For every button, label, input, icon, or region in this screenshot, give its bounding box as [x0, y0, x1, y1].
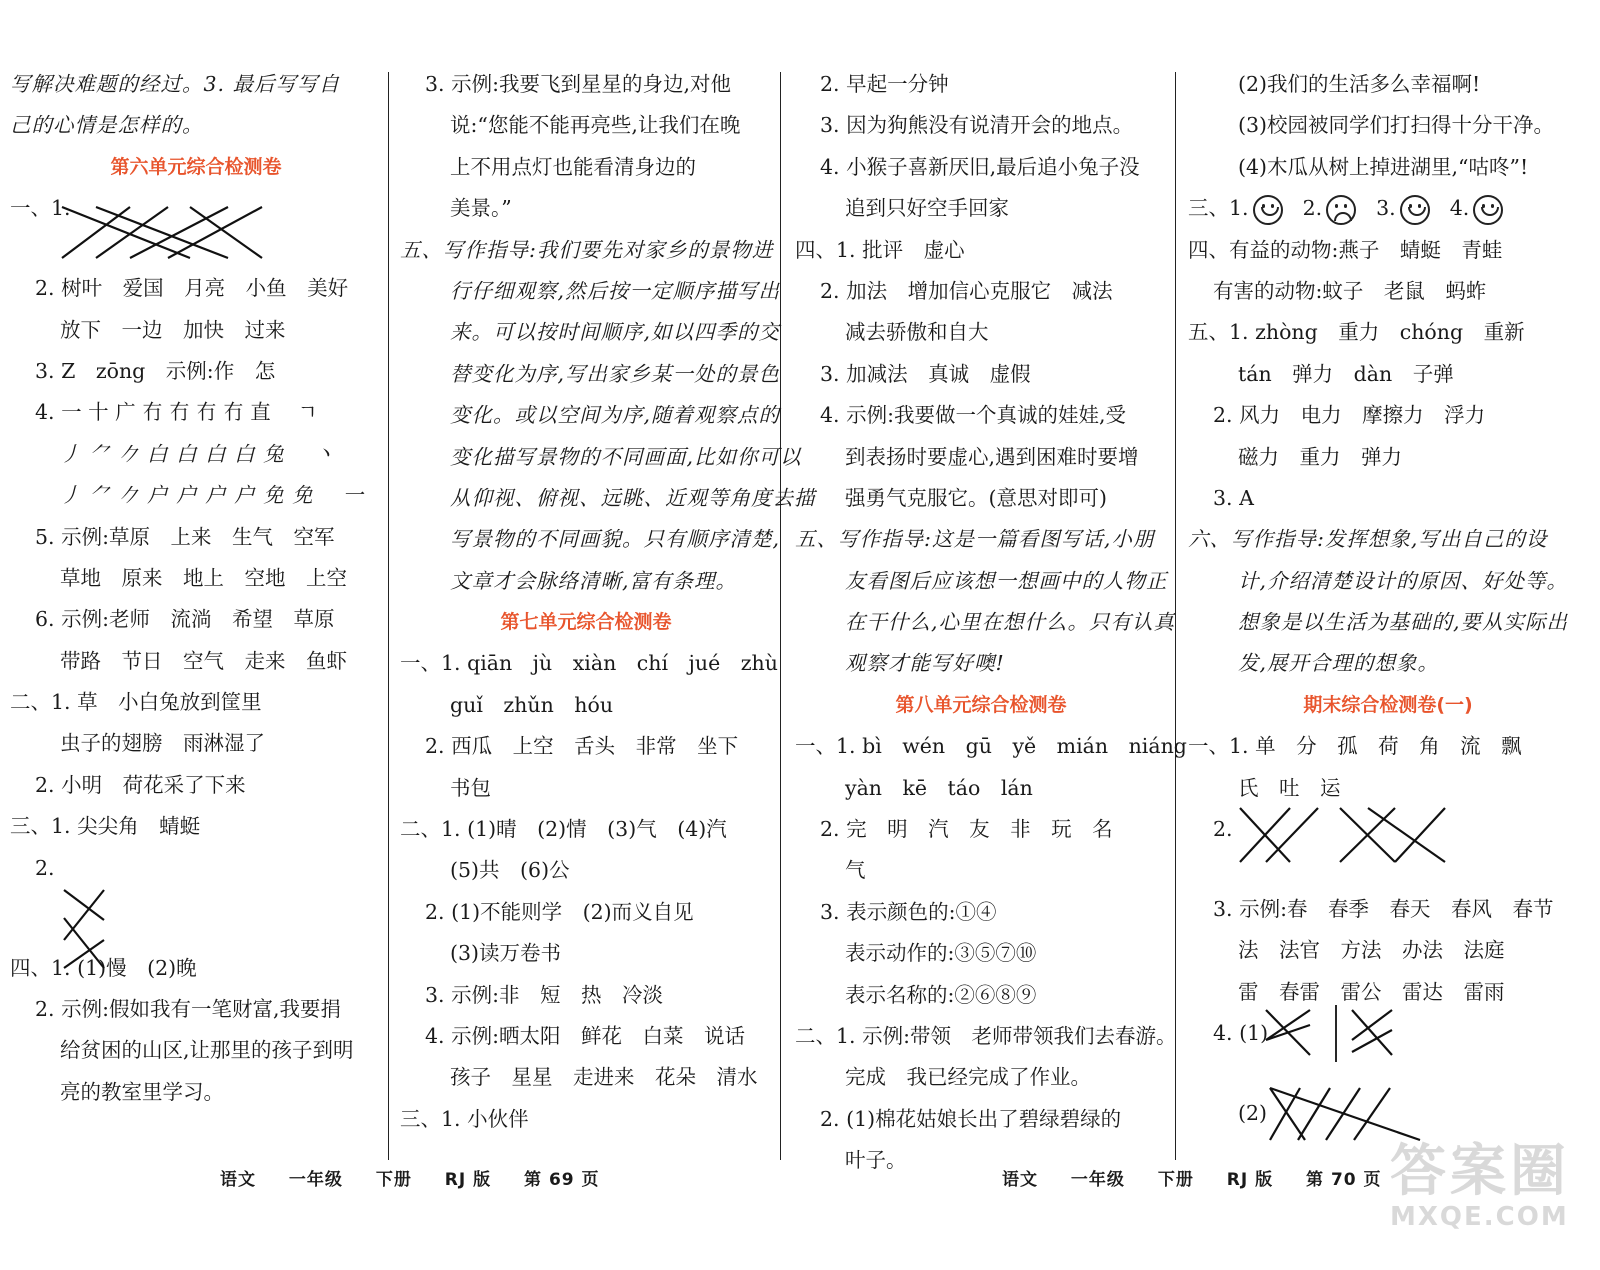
answer-text: 法 法官 方法 办法 法庭 — [1238, 938, 1505, 963]
face-label: 3. — [1376, 196, 1396, 221]
footer-page-number: 第 69 页 — [524, 1170, 600, 1190]
answer-text: 3. 示例:我要飞到星星的身边,对他 — [425, 72, 731, 96]
answer-text: 丿 ⺈ 𠂊 白 白 白 白 兔 丶 — [60, 441, 336, 466]
answer-text: 减去骄傲和自大 — [845, 320, 989, 345]
answer-text: 2. (1)棉花姑娘长出了碧绿碧绿的 — [820, 1106, 1122, 1131]
answer-text: 放下 一边 加快 过来 — [60, 317, 286, 342]
answer-text: 想象是以生活为基础的,要从实际出 — [1238, 610, 1569, 635]
answer-text: 来。可以按时间顺序,如以四季的交 — [450, 320, 781, 345]
answer-text: 2. 西瓜 上空 舌头 非常 坐下 — [425, 734, 739, 759]
answer-text: 气 — [845, 858, 866, 883]
answer-text: 行仔细观察,然后按一定顺序描写出 — [450, 278, 781, 303]
answer-text: yàn kē táo lán — [845, 775, 1033, 800]
answer-text: 5. 示例:草原 上来 生气 空军 — [35, 524, 335, 549]
answer-text: 五、写作指导:这是一篇看图写话,小朋 — [795, 527, 1155, 552]
answer-text: (4)木瓜从树上掉进湖里,“咕咚”! — [1238, 154, 1529, 179]
answer-text: 3. 示例:春 春季 春天 春风 春节 — [1213, 897, 1554, 922]
answer-text: 替变化为序,写出家乡某一处的景色 — [450, 361, 781, 386]
answer-text: 追到只好空手回家 — [845, 196, 1009, 221]
answer-text: tán 弹力 dàn 子弹 — [1238, 361, 1454, 386]
answer-text: 一、1. qiān jù xiàn chí jué zhù — [400, 651, 778, 676]
answer-text: 二、1. 草 小白兔放到筐里 — [10, 690, 262, 715]
answer-text: 4. 小猴子喜新厌旧,最后追小兔子没 — [820, 154, 1140, 179]
answer-text: guǐ zhǔn hóu — [450, 692, 614, 717]
answer-text: 2. — [35, 855, 55, 880]
answer-text: 亮的教室里学习。 — [60, 1079, 224, 1104]
answer-text: 第八单元综合检测卷 — [895, 693, 1067, 716]
answer-text: 二、1. 示例:带领 老师带领我们去春游。 — [795, 1023, 1177, 1048]
answer-text: 写解决难题的经过。3. 最后写写自 — [10, 72, 341, 96]
face-label: 4. — [1449, 196, 1470, 221]
answer-text: 3. 示例:非 短 热 冷淡 — [425, 982, 663, 1007]
answer-text: 一、1. 单 分 孤 荷 角 流 飘 — [1188, 734, 1522, 759]
answer-text: (3)校园被同学们打扫得十分干净。 — [1238, 113, 1555, 138]
answer-text: 孩子 星星 走进来 花朵 清水 — [450, 1065, 758, 1090]
answer-text: 2. 示例:假如我有一笔财富,我要捐 — [35, 997, 341, 1022]
answer-text: 在干什么,心里在想什么。只有认真 — [845, 610, 1176, 635]
footer-subject: 语文 — [220, 1170, 256, 1190]
face-label: 2. — [1302, 196, 1323, 221]
answer-text: (2) — [1238, 1101, 1268, 1126]
answer-text: 4. 一 十 广 冇 冇 冇 冇 直 ㄱ — [35, 400, 318, 425]
answer-text: 表示名称的:②⑥⑧⑨ — [845, 982, 1037, 1007]
footer-grade: 一年级 — [288, 1170, 343, 1190]
answer-text: 2. — [1213, 817, 1233, 842]
answer-text: 书包 — [450, 775, 491, 800]
answer-text: 己的心情是怎样的。 — [10, 113, 204, 138]
answer-text: 三、1. 小伙伴 — [400, 1106, 529, 1131]
answer-text: 2. 早起一分钟 — [820, 72, 949, 96]
page-footer-right — [1002, 1165, 1408, 1190]
answer-text: 4. 示例:晒太阳 鲜花 白菜 说话 — [425, 1023, 745, 1048]
footer-volume: 下册 — [1157, 1170, 1194, 1190]
answer-text: 第七单元综合检测卷 — [500, 611, 672, 634]
answer-text: 4. (1) — [1213, 1021, 1269, 1046]
answer-text: 变化。或以空间为序,随着观察点的 — [450, 403, 781, 428]
answer-text: 2. 加法 增加信心克服它 减法 — [820, 278, 1113, 303]
footer-volume: 下册 — [375, 1170, 412, 1190]
answer-text: 表示动作的:③⑤⑦⑩ — [845, 941, 1037, 966]
footer-subject: 语文 — [1002, 1170, 1038, 1190]
answer-text: (2)我们的生活多么幸福啊! — [1238, 72, 1481, 96]
answer-text: 四、1. 批评 虚心 — [795, 237, 965, 262]
answer-text: 四、有益的动物:燕子 蜻蜓 青蛙 — [1188, 237, 1503, 262]
answer-text: 发,展开合理的想象。 — [1238, 651, 1440, 676]
answer-text: 从仰视、俯视、远眺、近观等角度去描 — [450, 485, 816, 510]
answer-text: 磁力 重力 弹力 — [1238, 444, 1402, 469]
answer-text: 一、1. bì wén gū yě mián niáng — [795, 734, 1187, 759]
watermark-logo-text: 答案圈 — [1390, 1139, 1570, 1204]
footer-page-number: 第 70 页 — [1306, 1170, 1382, 1190]
answer-text: 3. 表示颜色的:①④ — [820, 899, 997, 924]
answer-text: 氏 吐 运 — [1238, 775, 1341, 800]
footer-edition: RJ 版 — [1226, 1170, 1274, 1190]
answer-text: 说:“您能不能再亮些,让我们在晚 — [450, 113, 741, 138]
answer-text: 3. A — [1213, 485, 1254, 510]
footer-grade: 一年级 — [1070, 1170, 1125, 1190]
answer-text: 六、写作指导:发挥想象,写出自己的设 — [1188, 527, 1548, 552]
answer-text: 上不用点灯也能看清身边的 — [450, 154, 696, 179]
answer-text: 美景。” — [450, 196, 512, 221]
answer-text: 五、写作指导:我们要先对家乡的景物进 — [400, 237, 774, 262]
answer-text: 友看图后应该想一想画中的人物正 — [845, 568, 1168, 593]
footer-edition: RJ 版 — [444, 1170, 492, 1190]
answer-text: 文章才会脉络清晰,富有条理。 — [450, 568, 738, 593]
answer-text: 3. 加减法 真诚 虚假 — [820, 361, 1031, 386]
answer-text: 6. 示例:老师 流淌 希望 草原 — [35, 607, 335, 632]
answer-text: 观察才能写好噢! — [845, 651, 1005, 676]
answer-text: 第六单元综合检测卷 — [110, 155, 282, 178]
answer-text: 有害的动物:蚊子 老鼠 蚂蚱 — [1213, 278, 1487, 303]
answer-text: 2. 小明 荷花采了下来 — [35, 772, 246, 797]
answer-text: 虫子的翅膀 雨淋湿了 — [60, 731, 265, 756]
answer-text: 二、1. (1)晴 (2)情 (3)气 (4)汽 — [400, 817, 727, 842]
answer-text: 给贫困的山区,让那里的孩子到明 — [60, 1038, 354, 1063]
answer-text: 完成 我已经完成了作业。 — [845, 1065, 1091, 1090]
answer-text: 3. 因为狗熊没有说清开会的地点。 — [820, 113, 1134, 138]
answer-text: 2. 风力 电力 摩擦力 浮力 — [1213, 403, 1486, 428]
answer-text: 草地 原来 地上 空地 上空 — [60, 565, 347, 590]
answer-text: 叶子。 — [845, 1148, 907, 1173]
watermark-url: MXQE.COM — [1390, 1202, 1569, 1232]
answer-text: 2. 完 明 汽 友 非 玩 名 — [820, 817, 1113, 842]
answer-text: 3. Z zōng 示例:作 怎 — [35, 358, 276, 383]
answer-text: 雷 春雷 雷公 雷达 雷雨 — [1238, 979, 1505, 1004]
answer-text: 2. (1)不能则学 (2)而义自见 — [425, 899, 694, 924]
answer-text: 强勇气克服它。(意思对即可) — [845, 485, 1107, 510]
answer-text: (3)读万卷书 — [450, 941, 562, 966]
answer-text: 五、1. zhòng 重力 chóng 重新 — [1188, 320, 1525, 345]
answer-text: 变化描写景物的不同画面,比如你可以 — [450, 444, 802, 469]
answer-text: 4. 示例:我要做一个真诚的娃娃,受 — [820, 403, 1126, 428]
answer-text: 到表扬时要虚心,遇到困难时要增 — [845, 444, 1139, 469]
answer-text: 期末综合检测卷(一) — [1303, 693, 1473, 716]
answer-text: (5)共 (6)公 — [450, 858, 570, 883]
answer-text: 四、1. (1)慢 (2)晚 — [10, 955, 197, 980]
answer-text: 丿 ⺈ 𠂊 户 户 户 户 免 免 一 — [60, 483, 365, 508]
answer-text: 2. 树叶 爱国 月亮 小鱼 美好 — [35, 276, 349, 301]
page-footer-left — [220, 1165, 626, 1190]
answer-text: 带路 节日 空气 走来 鱼虾 — [60, 648, 347, 673]
answer-text: 计,介绍清楚设计的原因、好处等。 — [1238, 568, 1569, 593]
answer-text: 三、1. — [1188, 196, 1249, 221]
answer-text: 三、1. 尖尖角 蜻蜓 — [10, 814, 201, 839]
answer-text: 写景物的不同画貌。只有顺序清楚, — [450, 527, 781, 552]
answer-text: 一、1. — [10, 196, 71, 221]
site-watermark — [1390, 1139, 1570, 1242]
